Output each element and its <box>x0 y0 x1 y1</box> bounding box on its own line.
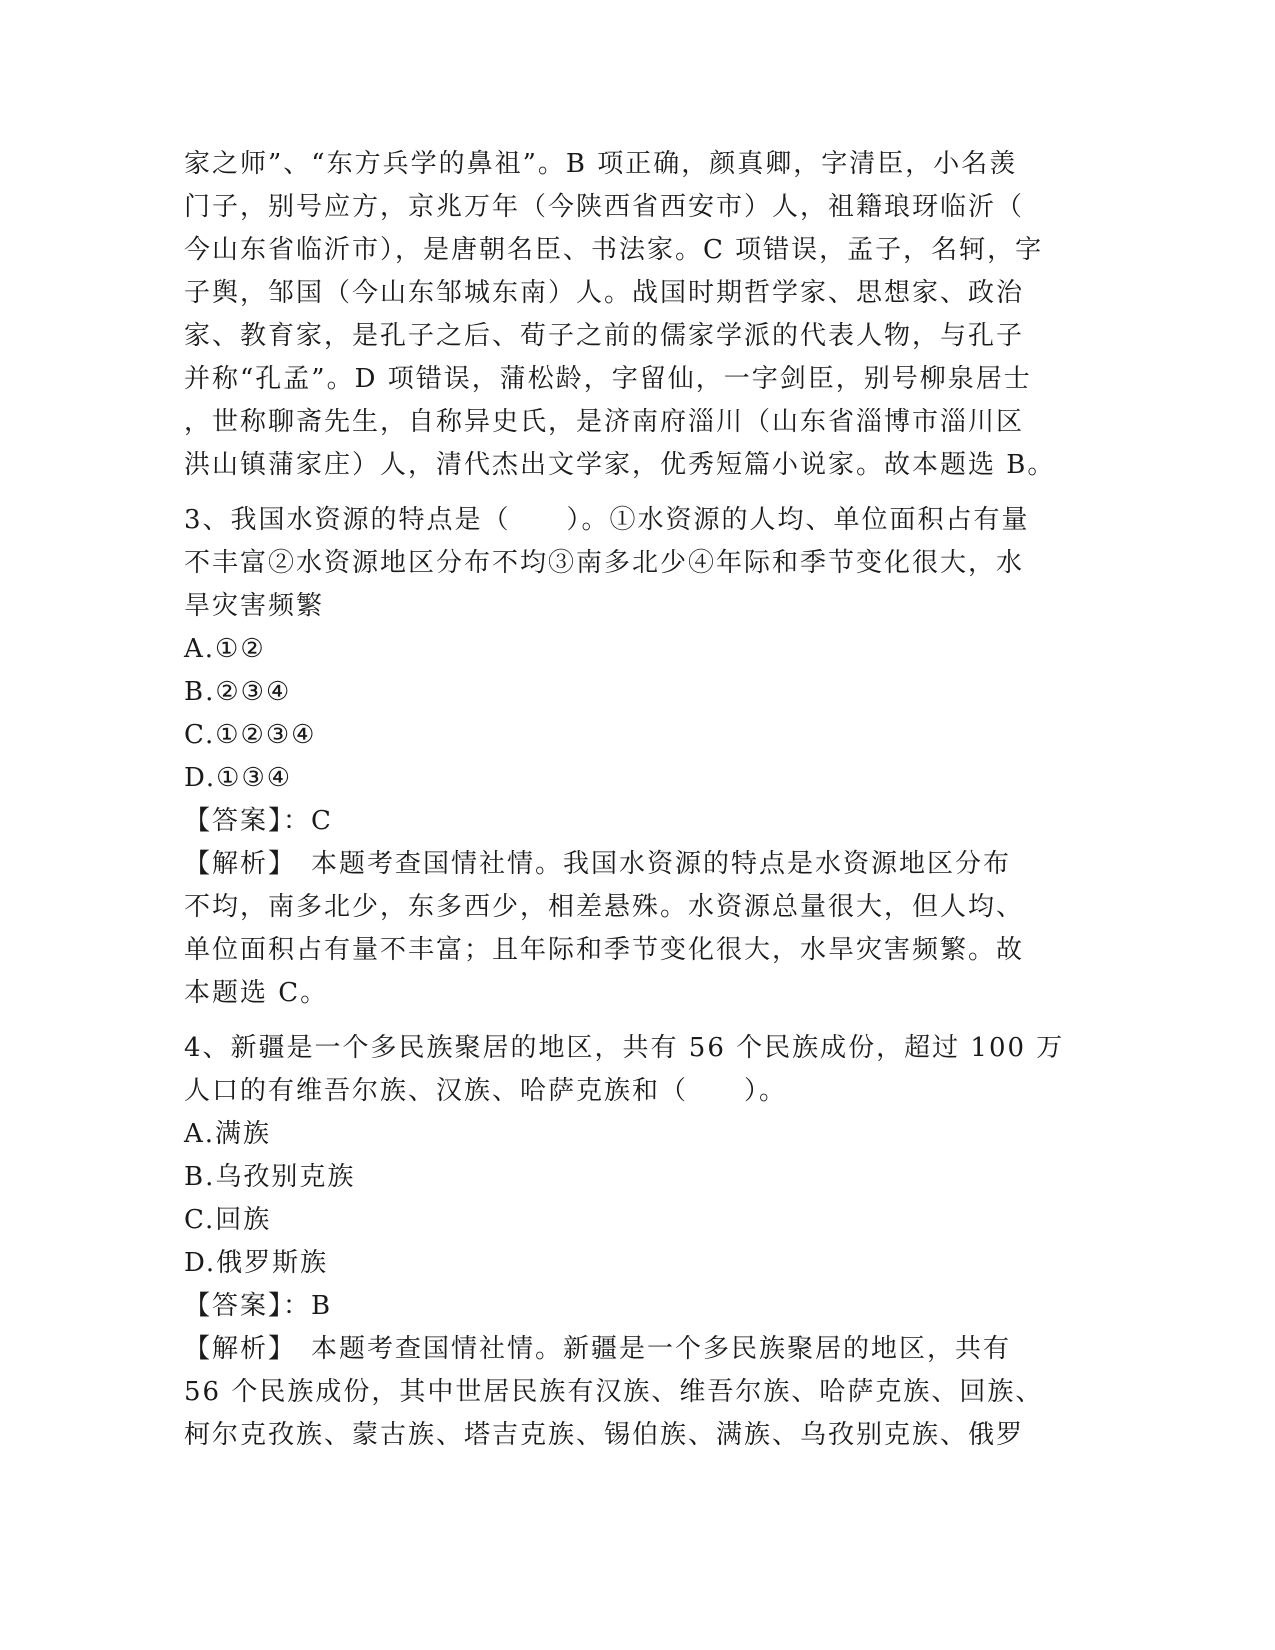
text-line: 子舆，邹国（今山东邹城东南）人。战国时期哲学家、思想家、政治 <box>184 278 1025 308</box>
text-line: 并称“孔孟”。D 项错误，蒲松龄，字留仙，一字剑臣，别号柳泉居士 <box>184 364 1032 394</box>
analysis-line: 【解析】 本题考查国情社情。新疆是一个多民族聚居的地区，共有 <box>184 1334 1012 1364</box>
question-stem: 4、新疆是一个多民族聚居的地区，共有 56 个民族成份，超过 100 万 <box>184 1033 1065 1063</box>
analysis-line: 【解析】 本题考查国情社情。我国水资源的特点是水资源地区分布 <box>184 849 1012 879</box>
analysis-line: 柯尔克孜族、蒙古族、塔吉克族、锡伯族、满族、乌孜别克族、俄罗 <box>184 1420 1025 1450</box>
option-c: C.①②③④ <box>184 720 317 750</box>
text-line: 洪山镇蒲家庄）人，清代杰出文学家，优秀短篇小说家。故本题选 B。 <box>184 450 1056 480</box>
question-stem: 人口的有维吾尔族、汉族、哈萨克族和（ ）。 <box>184 1076 788 1106</box>
spacer <box>184 1015 1084 1027</box>
analysis-line: 不均，南多北少，东多西少，相差悬殊。水资源总量很大，但人均、 <box>184 892 1025 922</box>
analysis-line: 单位面积占有量不丰富；且年际和季节变化很大，水旱灾害频繁。故 <box>184 935 1025 965</box>
text-line: 家、教育家，是孔子之后、荀子之前的儒家学派的代表人物，与孔子 <box>184 321 1025 351</box>
option-c: C.回族 <box>184 1205 272 1235</box>
option-b: B.乌孜别克族 <box>184 1162 356 1192</box>
analysis-line: 本题选 C。 <box>184 978 329 1008</box>
explanation-continuation <box>184 143 1084 487</box>
text-line: 家之师”、“东方兵学的鼻祖”。B 项正确，颜真卿，字清臣，小名羡 <box>184 149 1018 179</box>
question-stem: 不丰富②水资源地区分布不均③南多北少④年际和季节变化很大，水 <box>184 548 1025 578</box>
text-line: 门子，别号应方，京兆万年（今陕西省西安市）人，祖籍琅玡临沂（ <box>184 192 1025 222</box>
question-stem: 旱灾害频繁 <box>184 591 325 621</box>
text-line: ，世称聊斋先生，自称异史氏，是济南府淄川（山东省淄博市淄川区 <box>184 407 1025 437</box>
option-d: D.俄罗斯族 <box>184 1248 329 1278</box>
option-d: D.①③④ <box>184 763 293 793</box>
option-a: A.①② <box>184 634 266 664</box>
spacer <box>184 487 1084 499</box>
question-stem: 3、我国水资源的特点是（ ）。①水资源的人均、单位面积占有量 <box>184 505 1030 535</box>
option-a: A.满族 <box>184 1119 272 1149</box>
question-3 <box>184 499 1084 1015</box>
option-b: B.②③④ <box>184 677 292 707</box>
answer: 【答案】：C <box>184 806 333 836</box>
text-line: 今山东省临沂市），是唐朝名臣、书法家。C 项错误，孟子，名轲，字 <box>184 235 1044 265</box>
question-4 <box>184 1027 1084 1457</box>
answer: 【答案】：B <box>184 1291 333 1321</box>
document-page <box>184 143 1084 1457</box>
analysis-line: 56 个民族成份，其中世居民族有汉族、维吾尔族、哈萨克族、回族、 <box>184 1377 1044 1407</box>
